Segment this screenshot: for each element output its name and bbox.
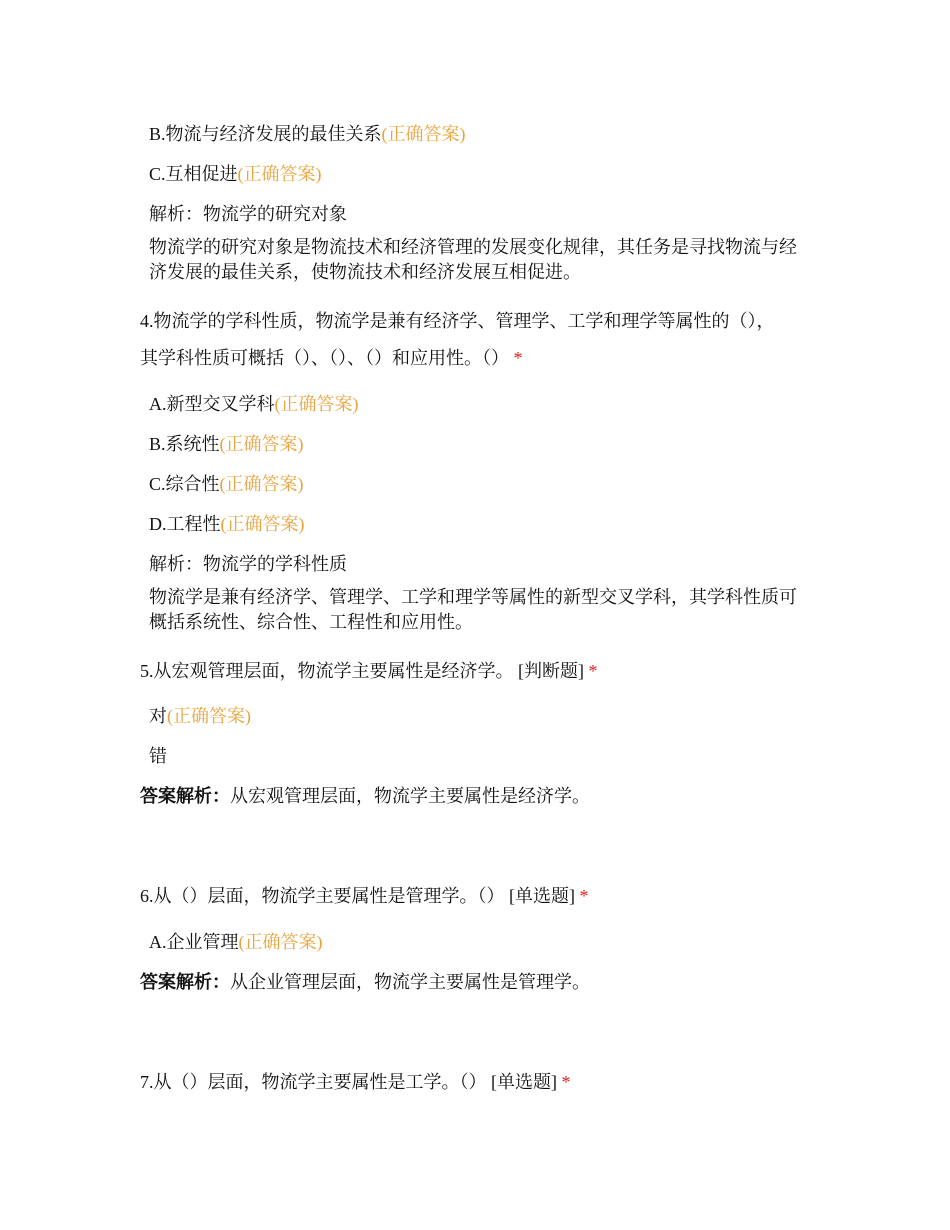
q4-text-line2-content: 其学科性质可概括（）、（）、（）和应用性。（） xyxy=(140,348,509,368)
analysis-label: 答案解析： xyxy=(140,786,230,806)
q4-option-d-text: D.工程性 xyxy=(149,514,221,534)
q4-option-a-text: A.新型交叉学科 xyxy=(149,394,275,414)
q3-explanation-body: 物流学的研究对象是物流技术和经济管理的发展变化规律，其任务是寻找物流与经济发展的最佳关系，使物流技术和经济发展互相促进。 xyxy=(149,237,797,282)
required-asterisk: * xyxy=(588,661,598,681)
q4-option-c xyxy=(149,472,304,496)
q5-option-true xyxy=(149,704,251,728)
q3-option-c xyxy=(149,162,322,186)
q4-option-a xyxy=(149,392,359,416)
q5-option-true-text: 对 xyxy=(149,706,167,726)
analysis-label: 答案解析： xyxy=(140,972,230,992)
q6-analysis-text: 从企业管理层面，物流学主要属性是管理学。 xyxy=(230,972,590,992)
q4-option-d xyxy=(149,512,305,536)
q3-option-b-text: B.物流与经济发展的最佳关系 xyxy=(149,124,382,144)
correct-answer-tag: (正确答案) xyxy=(220,514,305,534)
q4-option-c-text: C.综合性 xyxy=(149,474,220,494)
correct-answer-tag: (正确答案) xyxy=(381,124,466,144)
q5-text-content: 5.从宏观管理层面，物流学主要属性是经济学。 [判断题] xyxy=(140,661,584,681)
q5-option-false: 错 xyxy=(149,746,167,766)
q5-analysis xyxy=(140,784,590,808)
correct-answer-tag: (正确答案) xyxy=(219,434,304,454)
q3-option-b xyxy=(149,122,466,146)
q3-option-c-text: C.互相促进 xyxy=(149,164,238,184)
q4-option-b xyxy=(149,432,304,456)
q5-analysis-text: 从宏观管理层面，物流学主要属性是经济学。 xyxy=(230,786,590,806)
q4-explanation-body: 物流学是兼有经济学、管理学、工学和理学等属性的新型交叉学科，其学科性质可概括系统性、综合性、工程性和应用性。 xyxy=(149,587,797,632)
q4-explanation-title: 解析：物流学的学科性质 xyxy=(149,554,347,574)
q6-analysis xyxy=(140,970,590,994)
correct-answer-tag: (正确答案) xyxy=(274,394,359,414)
q7-text xyxy=(140,1070,571,1094)
q5-text xyxy=(140,659,598,683)
q7-text-content: 7.从（）层面，物流学主要属性是工学。（） [单选题] xyxy=(140,1072,557,1092)
correct-answer-tag: (正确答案) xyxy=(238,932,323,952)
q6-text-content: 6.从（）层面，物流学主要属性是管理学。（） [单选题] xyxy=(140,886,575,906)
q6-text xyxy=(140,884,589,908)
correct-answer-tag: (正确答案) xyxy=(237,164,322,184)
q6-option-a xyxy=(149,930,323,954)
q4-text-line2 xyxy=(140,346,523,370)
q4-text-line1: 4.物流学的学科性质，物流学是兼有经济学、管理学、工学和理学等属性的（）， xyxy=(140,311,775,331)
required-asterisk: * xyxy=(513,348,523,368)
required-asterisk: * xyxy=(561,1072,571,1092)
correct-answer-tag: (正确答案) xyxy=(167,706,251,726)
correct-answer-tag: (正确答案) xyxy=(219,474,304,494)
q3-explanation-title: 解析：物流学的研究对象 xyxy=(149,204,347,224)
q6-option-a-text: A.企业管理 xyxy=(149,932,239,952)
q4-option-b-text: B.系统性 xyxy=(149,434,220,454)
required-asterisk: * xyxy=(579,886,589,906)
